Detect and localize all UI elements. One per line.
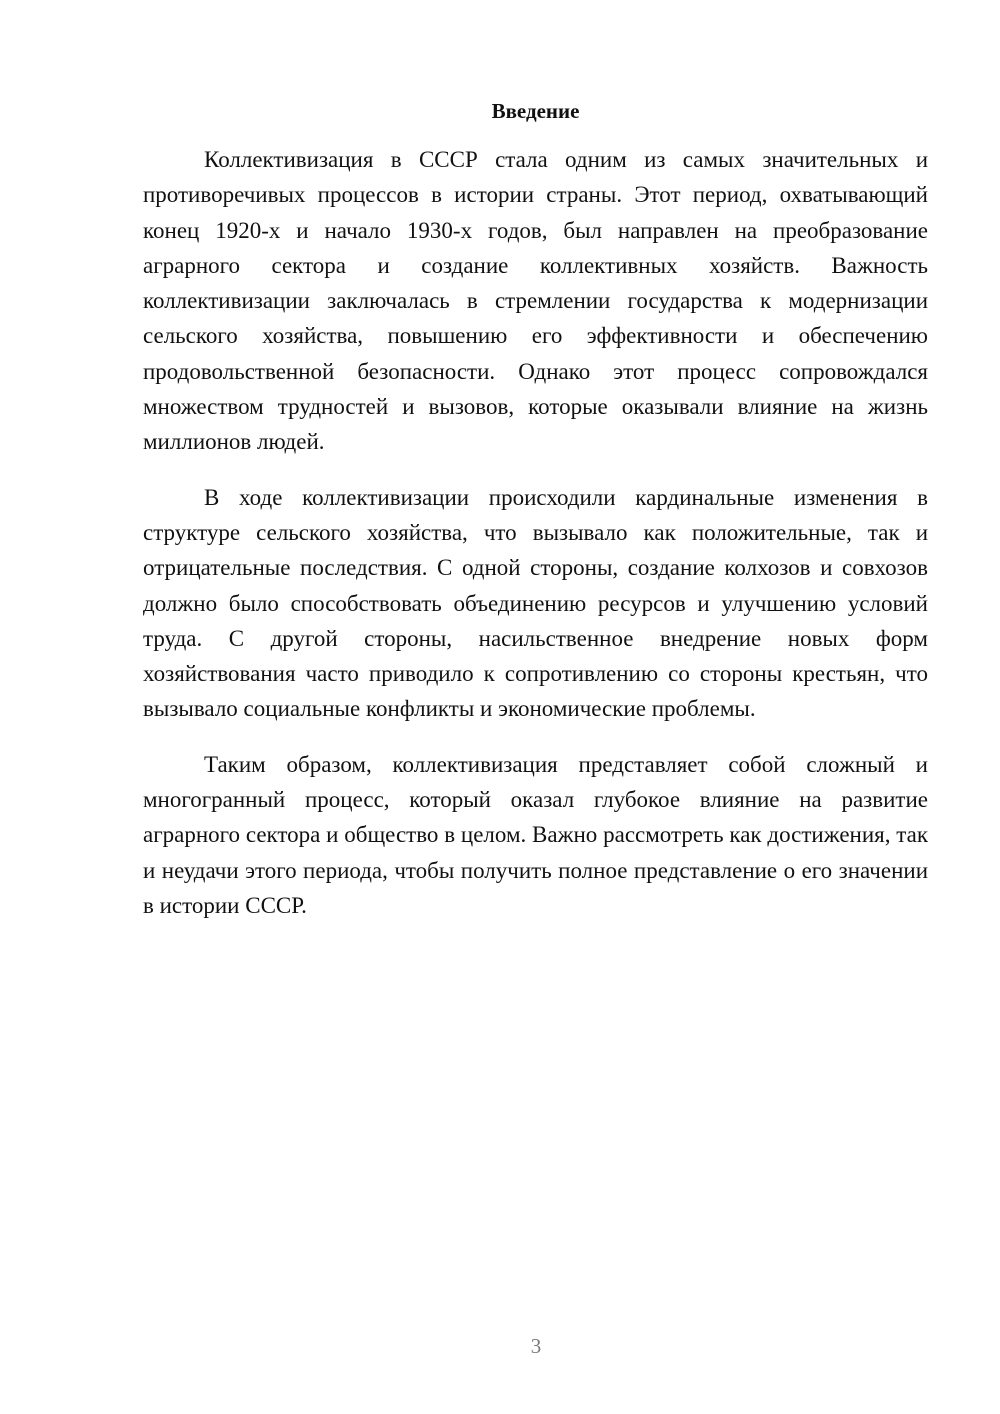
- page-number: 3: [530, 1334, 542, 1358]
- paragraph-1: Коллективизация в СССР стала одним из самых значительных и противоречивых процессов в истории страны. Этот период, охватывающий конец 1920-х и начало 1930-х годов, был направлен на преобразование аграрного сектора и создание коллективных хозяйств. Важность коллективизации заключалась в стремлении государства к модернизации сельского хозяйства, повышению его эффективности и обеспечению продовольственной безопасности. Однако этот процесс сопровождался множеством трудностей и вызовов, которые оказывали влияние на жизнь миллионов людей.: [143, 147, 928, 455]
- paragraph-3: Таким образом, коллективизация представляет собой сложный и многогранный процесс, который оказал глубокое влияние на развитие аграрного сектора и общество в целом. Важно рассмотреть как достижения, так и неудачи этого периода, чтобы получить полное представление о его значении в истории СССР.: [143, 751, 928, 918]
- body-text: [143, 142, 928, 943]
- section-title: Введение: [491, 99, 580, 123]
- paragraph-2: В ходе коллективизации происходили кардинальные изменения в структуре сельского хозяйства, что вызывало как положительные, так и отрицательные последствия. С одной стороны, создание колхозов и совхозов должно было способствовать объединению ресурсов и улучшению условий труда. С другой стороны, насильственное внедрение новых форм хозяйствования часто приводило к сопротивлению со стороны крестьян, что вызывало социальные конфликты и экономические проблемы.: [143, 484, 928, 722]
